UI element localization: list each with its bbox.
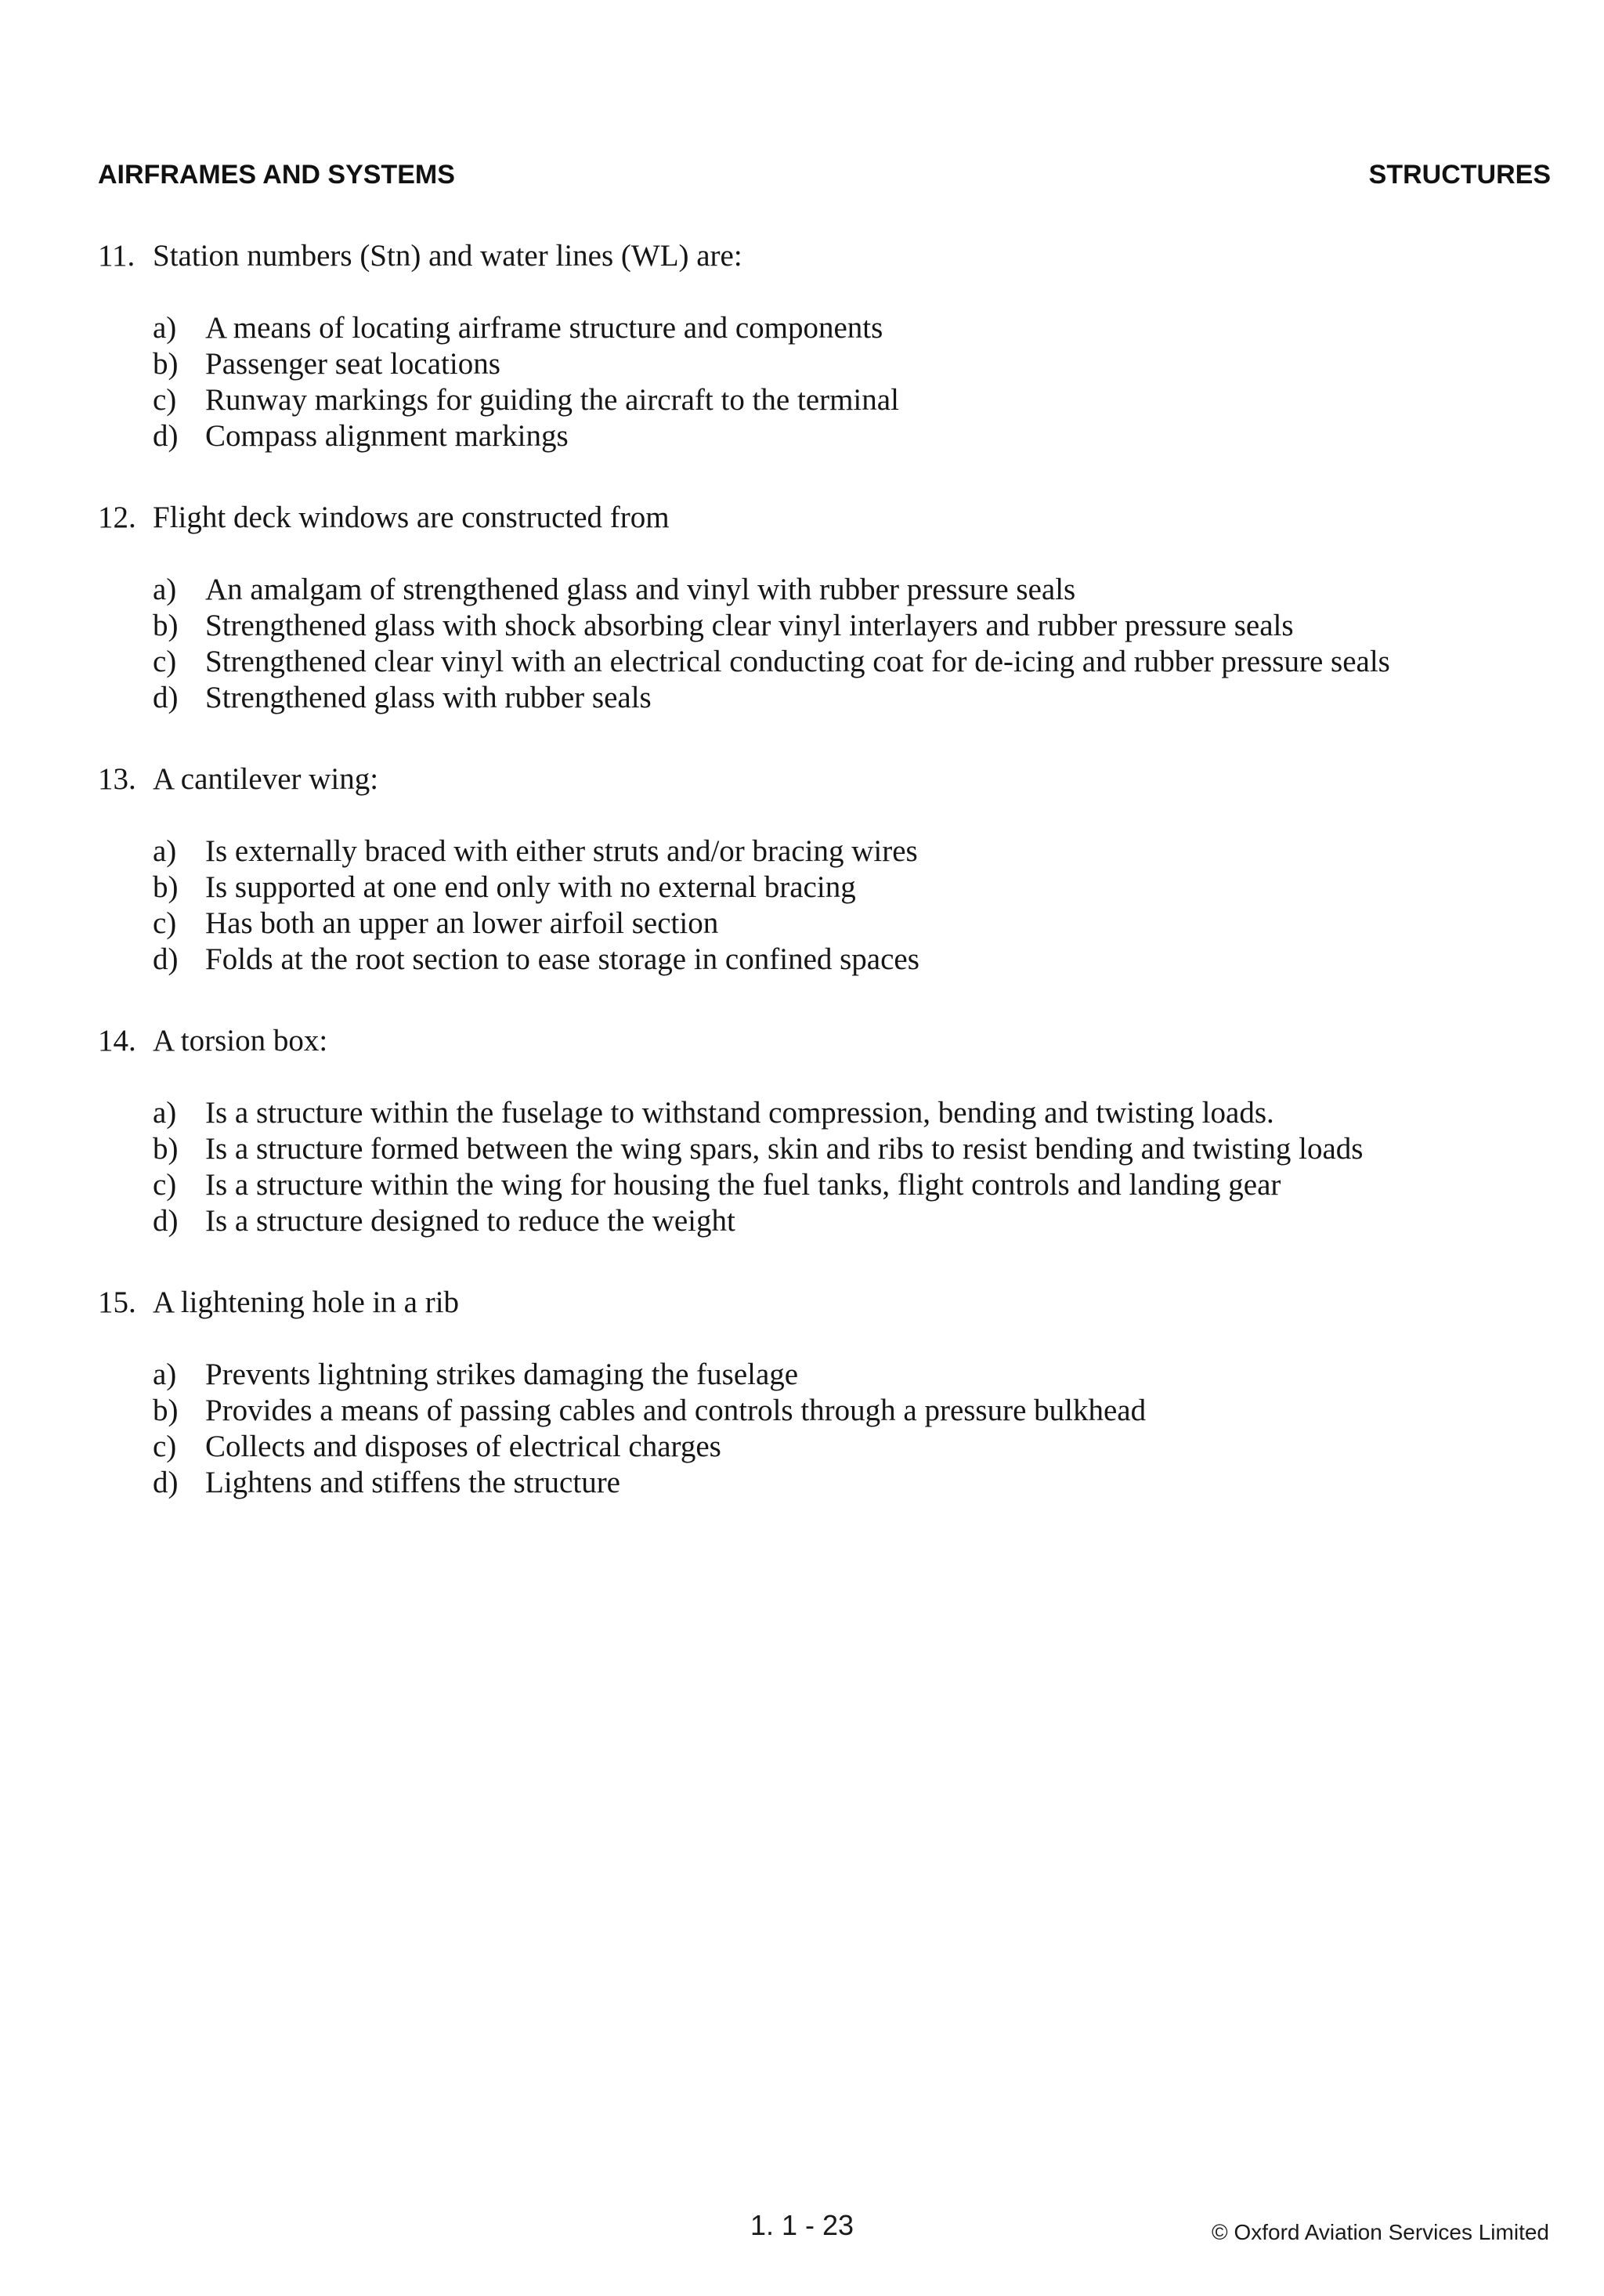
option-row bbox=[153, 942, 1551, 978]
option-text: Is supported at one end only with no external bracing bbox=[205, 870, 856, 904]
options-list bbox=[153, 1095, 1551, 1239]
option-row bbox=[153, 572, 1551, 608]
option-row bbox=[153, 1167, 1551, 1203]
question-number: 12. bbox=[98, 501, 136, 534]
option-text: Provides a means of passing cables and controls through a pressure bulkhead bbox=[205, 1394, 1147, 1427]
option-row bbox=[153, 418, 1551, 454]
question-number: 13. bbox=[98, 762, 136, 796]
options-list bbox=[153, 572, 1551, 716]
option-text: Is a structure within the wing for housing the fuel tanks, flight controls and landing gear bbox=[205, 1168, 1281, 1202]
option-text: Collects and disposes of electrical charges bbox=[205, 1430, 721, 1463]
options-list bbox=[153, 833, 1551, 978]
option-letter: d) bbox=[153, 942, 179, 976]
question-number: 15. bbox=[98, 1285, 136, 1319]
option-letter: d) bbox=[153, 419, 179, 453]
option-letter: a) bbox=[153, 1096, 177, 1130]
option-row bbox=[153, 906, 1551, 942]
option-row bbox=[153, 870, 1551, 906]
section-title: STRUCTURES bbox=[1368, 160, 1551, 190]
option-text: An amalgam of strengthened glass and vinyl with rubber pressure seals bbox=[205, 573, 1076, 606]
option-letter: d) bbox=[153, 1204, 179, 1238]
option-letter: c) bbox=[153, 1430, 177, 1463]
copyright-notice: © Oxford Aviation Services Limited bbox=[1212, 2220, 1549, 2244]
question-15 bbox=[98, 1285, 1551, 1501]
question-text: A lightening hole in a rib bbox=[153, 1285, 460, 1319]
question-14 bbox=[98, 1023, 1551, 1239]
option-text: Is a structure within the fuselage to withstand compression, bending and twisting loads. bbox=[205, 1096, 1274, 1130]
option-letter: c) bbox=[153, 906, 177, 940]
option-text: Strengthened glass with rubber seals bbox=[205, 681, 652, 714]
page-header bbox=[98, 157, 1551, 193]
document-title: AIRFRAMES AND SYSTEMS bbox=[98, 160, 455, 190]
question-11 bbox=[98, 238, 1551, 454]
option-row bbox=[153, 644, 1551, 680]
option-row bbox=[153, 1203, 1551, 1239]
option-text: Prevents lightning strikes damaging the fuselage bbox=[205, 1358, 799, 1391]
options-list bbox=[153, 310, 1551, 454]
question-text: A cantilever wing: bbox=[153, 762, 379, 796]
option-text: Is a structure designed to reduce the weight bbox=[205, 1204, 735, 1238]
option-letter: b) bbox=[153, 1394, 179, 1427]
option-letter: b) bbox=[153, 347, 179, 381]
option-row bbox=[153, 833, 1551, 870]
option-letter: c) bbox=[153, 1168, 177, 1202]
option-row bbox=[153, 346, 1551, 382]
option-text: Is externally braced with either struts and/or bracing wires bbox=[205, 834, 918, 868]
option-row bbox=[153, 1131, 1551, 1167]
option-letter: c) bbox=[153, 383, 177, 417]
option-letter: b) bbox=[153, 870, 179, 904]
option-letter: a) bbox=[153, 1358, 177, 1391]
option-text: Strengthened clear vinyl with an electrical conducting coat for de-icing and rubber pressure seals bbox=[205, 645, 1390, 678]
option-text: A means of locating airframe structure and components bbox=[205, 311, 883, 345]
question-12 bbox=[98, 500, 1551, 716]
option-row bbox=[153, 1393, 1551, 1429]
question-text: Station numbers (Stn) and water lines (WL) are: bbox=[153, 239, 742, 273]
question-text: Flight deck windows are constructed from bbox=[153, 501, 670, 534]
option-text: Compass alignment markings bbox=[205, 419, 569, 453]
option-letter: d) bbox=[153, 1466, 179, 1499]
option-row bbox=[153, 1429, 1551, 1465]
option-row bbox=[153, 1357, 1551, 1393]
question-number: 11. bbox=[98, 239, 135, 273]
option-letter: b) bbox=[153, 609, 179, 642]
question-number: 14. bbox=[98, 1024, 136, 1058]
option-text: Lightens and stiffens the structure bbox=[205, 1466, 620, 1499]
option-letter: c) bbox=[153, 645, 177, 678]
option-text: Has both an upper an lower airfoil section bbox=[205, 906, 719, 940]
option-letter: a) bbox=[153, 311, 177, 345]
question-13 bbox=[98, 761, 1551, 978]
option-text: Runway markings for guiding the aircraft to the terminal bbox=[205, 383, 899, 417]
option-row bbox=[153, 382, 1551, 418]
option-row bbox=[153, 310, 1551, 346]
option-letter: a) bbox=[153, 573, 177, 606]
option-text: Passenger seat locations bbox=[205, 347, 500, 381]
option-letter: d) bbox=[153, 681, 179, 714]
options-list bbox=[153, 1357, 1551, 1501]
option-row bbox=[153, 1465, 1551, 1501]
option-row bbox=[153, 680, 1551, 716]
option-letter: b) bbox=[153, 1132, 179, 1166]
option-row bbox=[153, 1095, 1551, 1131]
option-letter: a) bbox=[153, 834, 177, 868]
option-text: Strengthened glass with shock absorbing clear vinyl interlayers and rubber pressure seals bbox=[205, 609, 1294, 642]
question-text: A torsion box: bbox=[153, 1024, 328, 1058]
option-text: Is a structure formed between the wing spars, skin and ribs to resist bending and twisting loads bbox=[205, 1132, 1364, 1166]
page-number: 1. 1 - 23 bbox=[750, 2209, 854, 2241]
option-text: Folds at the root section to ease storage in confined spaces bbox=[205, 942, 919, 976]
option-row bbox=[153, 608, 1551, 644]
